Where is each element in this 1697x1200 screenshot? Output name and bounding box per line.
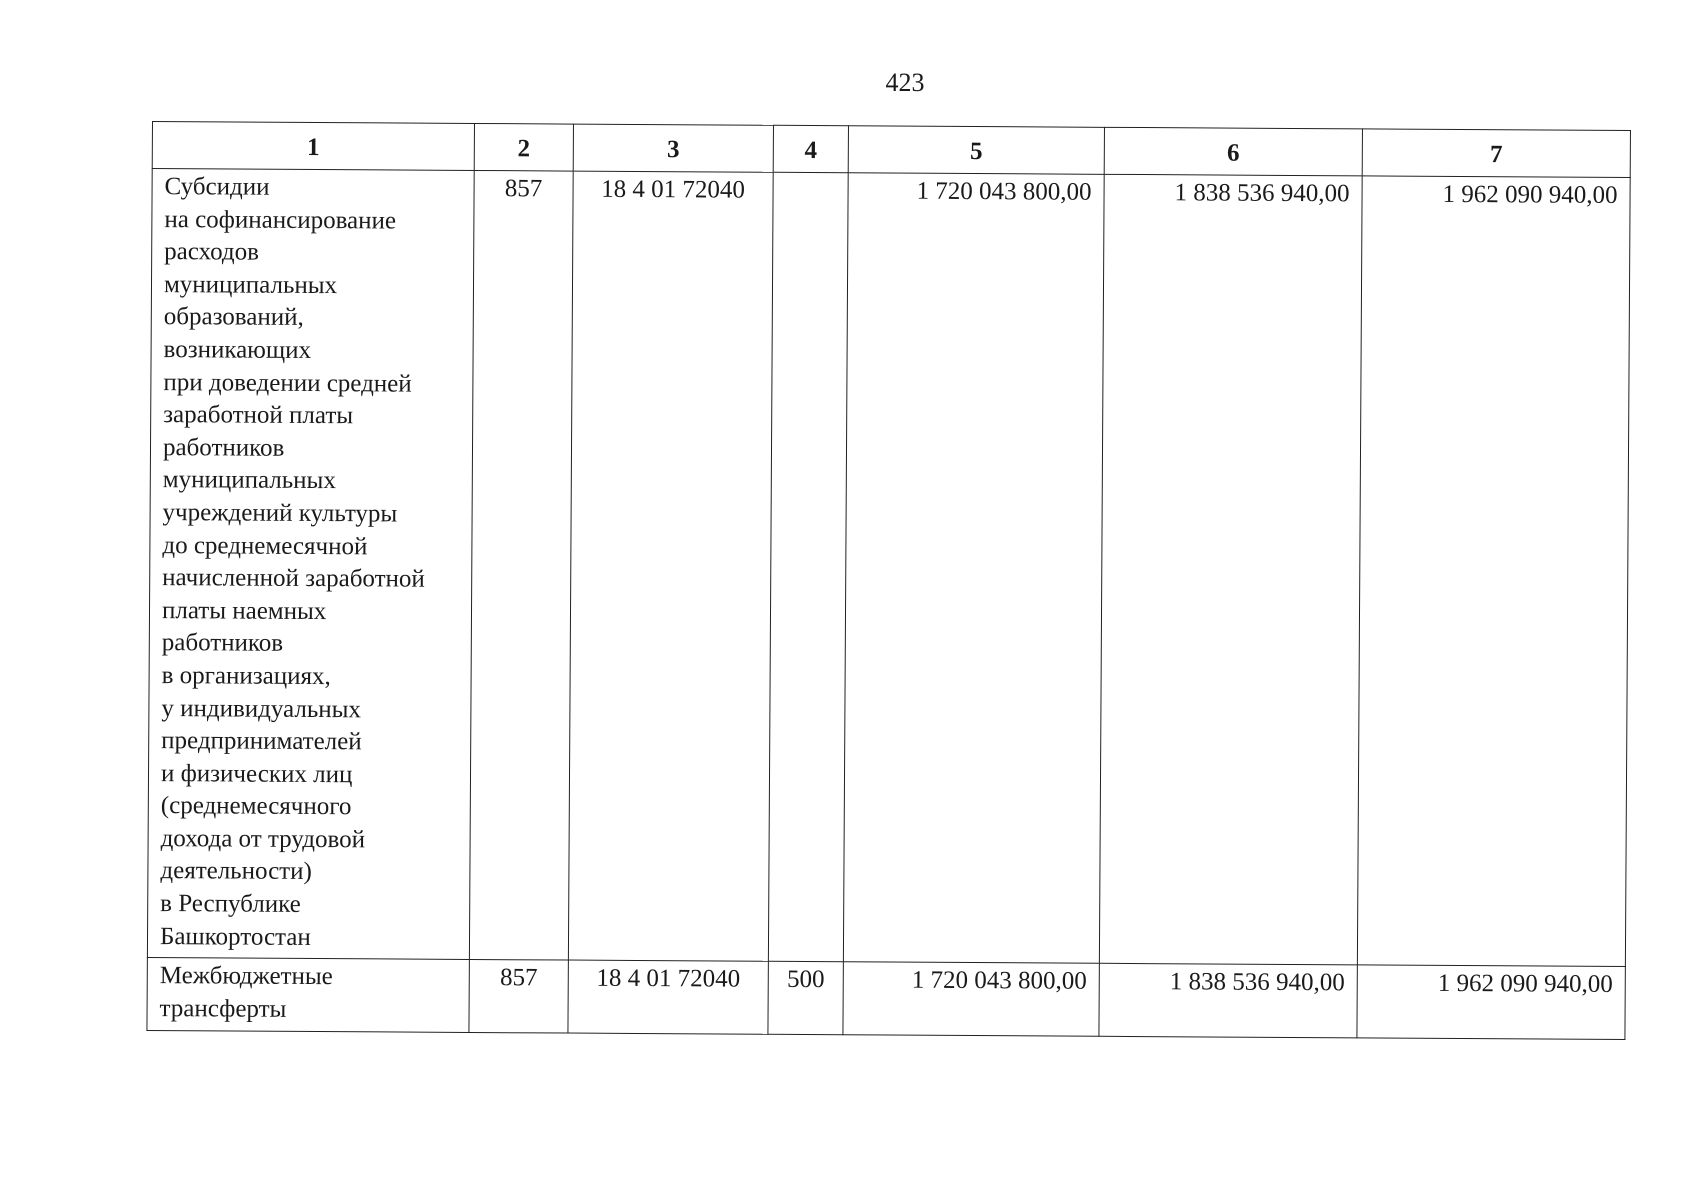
description-line: трансферты [159,994,287,1023]
cell-col3: 18 4 01 72040 [568,171,773,961]
description-line: до среднемесячной [162,531,368,560]
description-line: на софинансирование [164,205,397,235]
cell-col5: 1 720 043 800,00 [843,962,1099,1037]
cell-col6: 1 838 536 940,00 [1099,964,1357,1039]
cell-col2: 857 [469,170,573,960]
description-line: муниципальных [163,270,338,299]
cell-col4: 500 [768,962,843,1035]
description-line: начисленной заработной [162,564,425,593]
row-description [147,169,474,960]
table-row [147,169,1630,967]
cell-col6: 1 838 536 940,00 [1099,174,1362,965]
description-line: предпринимателей [161,727,362,756]
description-line: у индивидуальных [161,694,362,723]
description-line: деятельности) [160,857,312,886]
cell-col7: 1 962 090 940,00 [1357,965,1625,1040]
description-line: и физических лиц [160,759,353,788]
description-line: работников [162,433,285,462]
cell-col2: 857 [469,960,568,1034]
cell-col4 [768,172,848,962]
description-line: Башкортостан [159,922,311,951]
description-line: в организациях, [161,661,331,691]
cell-col3: 18 4 01 72040 [568,960,768,1034]
description-line: образований, [163,303,304,332]
column-header-3: 3 [573,124,773,172]
description-line: заработной платы [163,401,354,430]
column-header-2: 2 [474,123,573,171]
table-row [147,958,1625,1040]
description-line: работников [161,629,284,658]
description-line: платы наемных [161,596,327,625]
page-number: 423 [885,68,925,97]
description-line: дохода от трудовой [160,824,366,854]
description-line: расходов [164,238,260,266]
description-line: при доведении средней [163,368,412,398]
description-line: (среднемесячного [160,792,352,821]
row-description [147,958,469,1033]
description-line: учреждений культуры [162,499,398,528]
column-header-6: 6 [1104,127,1362,176]
description-line: Субсидии [164,173,270,201]
description-line: Межбюджетные [159,962,333,991]
column-header-5: 5 [848,126,1104,175]
budget-table [146,121,1631,1040]
cell-col7: 1 962 090 940,00 [1357,176,1630,967]
column-header-1: 1 [152,122,474,171]
description-line: в Республике [160,890,301,918]
column-header-4: 4 [773,125,848,172]
description-line: муниципальных [162,466,336,495]
description-line: возникающих [163,336,312,364]
cell-col5: 1 720 043 800,00 [843,173,1104,964]
column-header-7: 7 [1362,129,1630,178]
